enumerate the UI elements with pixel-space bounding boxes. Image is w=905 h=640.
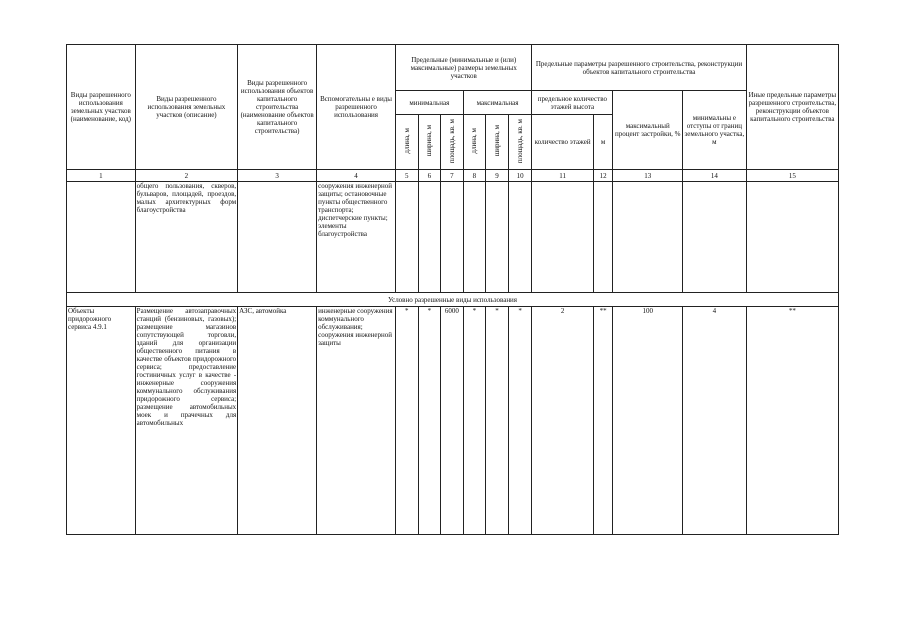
land-use-regulation-table [66, 44, 839, 535]
header-floors-count: количество этажей [532, 115, 594, 170]
continuation-row [67, 182, 839, 293]
height-value: ** [593, 307, 612, 535]
col-number: 8 [463, 170, 486, 182]
max-length-value: * [463, 307, 486, 535]
header-col4: Вспомогательны е виды разрешенного использования [317, 45, 396, 170]
col-number: 15 [746, 170, 838, 182]
auxiliary-uses: инженерные сооружения коммунального обслуживания; сооружения инженерной защиты [317, 307, 396, 535]
col-number: 6 [418, 170, 441, 182]
header-min-area: площадь, кв. м [441, 115, 464, 170]
col-number: 14 [683, 170, 747, 182]
header-col15: Иные предельные параметры разрешенного строительства, реконструкции объектов капитального строительства [746, 45, 838, 170]
regulation-table-page [66, 44, 839, 542]
header-floors-m: м [593, 115, 612, 170]
min-width-value: * [418, 307, 441, 535]
min-area-value: 6000 [441, 307, 464, 535]
header-col3: Виды разрешенного использования объектов капитального строительства (наименование объектов капитального строительства) [238, 45, 317, 170]
header-col13: максимальный процент застройки, % [613, 91, 683, 170]
header-floors-group: предельное количество этажей высота [532, 91, 613, 115]
header-min-width: ширина, м [418, 115, 441, 170]
col-number: 9 [486, 170, 509, 182]
min-length-value: * [396, 307, 419, 535]
floors-value: 2 [532, 307, 594, 535]
coverage-percent-value: 100 [613, 307, 683, 535]
header-max-area: площадь, кв. м [508, 115, 532, 170]
col-number: 3 [238, 170, 317, 182]
continuation-col4: сооружения инженерной защиты; остановочные пункты общественного транспорта; диспетчерские пункты; элементы благоустройства [317, 182, 396, 293]
header-plot-size-group: Предельные (минимальные и (или) максимальные) размеры земельных участков [396, 45, 532, 91]
col-number: 2 [135, 170, 238, 182]
col-number: 4 [317, 170, 396, 182]
table-row [67, 307, 839, 535]
col-number: 5 [396, 170, 419, 182]
setback-value: 4 [683, 307, 747, 535]
header-construction-params-group: Предельные параметры разрешенного строительства, реконструкции объектов капитального строительства [532, 45, 746, 91]
header-max: максимальная [463, 91, 532, 115]
col-number: 1 [67, 170, 136, 182]
header-min-length: длина, м [396, 115, 419, 170]
other-params-value: ** [746, 307, 838, 535]
header-col2: Виды разрешенного использования земельных участков (описание) [135, 45, 238, 170]
header-max-width: ширина, м [486, 115, 509, 170]
col-number: 10 [508, 170, 532, 182]
header-min: минимальная [396, 91, 464, 115]
capital-objects: АЗС, автомойка [238, 307, 317, 535]
section-title: Условно разрешенные виды использования [67, 293, 839, 307]
header-col14: минимальны е отступы от границ земельного участка, м [683, 91, 747, 170]
max-width-value: * [486, 307, 509, 535]
continuation-col2: общего пользования, скверов, бульваров, площадей, проездов, малых архитектурных форм благоустройства [135, 182, 238, 293]
col-number: 7 [441, 170, 464, 182]
header-col1: Виды разрешенного использования земельных участков (наименование, код) [67, 45, 136, 170]
col-number: 11 [532, 170, 594, 182]
use-name-code: Объекты придорожного сервиса 4.9.1 [67, 307, 136, 535]
col-number: 13 [613, 170, 683, 182]
col-number: 12 [593, 170, 612, 182]
header-max-length: длина, м [463, 115, 486, 170]
use-description: Размещение автозаправочных станций (бензиновых, газовых); размещение магазинов сопутствующей торговли, зданий для организации общественного питания в качестве объектов придорожного сервиса; предоставление гостиничных услуг в качестве - инженерные сооружения коммунального обслуживания придорожного сервиса; размещение автомобильных моек и прачечных для автомобильных [135, 307, 238, 535]
column-number-row [67, 170, 839, 182]
max-area-value: * [508, 307, 532, 535]
